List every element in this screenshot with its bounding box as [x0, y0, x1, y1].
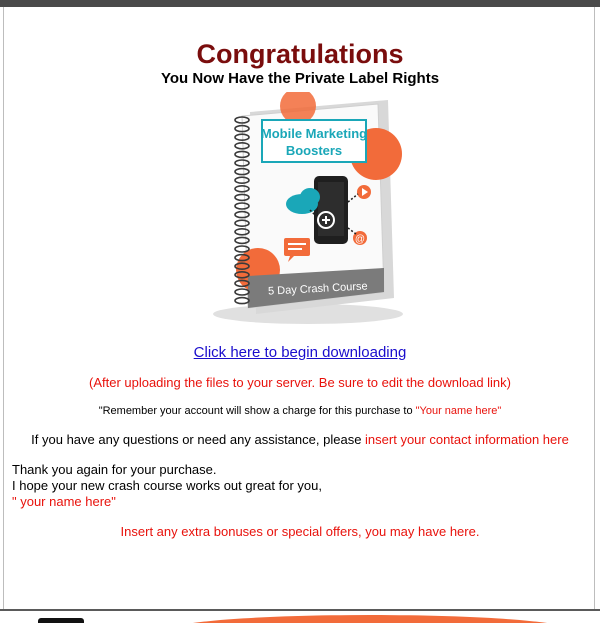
svg-text:@: @ — [354, 234, 366, 245]
chat-bubble-icon — [284, 238, 310, 256]
cover-title-line2: Boosters — [285, 143, 343, 158]
footer-image-strip — [0, 611, 600, 623]
support-message-text: If you have any questions or need any assistance, please — [31, 432, 366, 447]
bonus-placeholder: Insert any extra bonuses or special offers, you may have here. — [120, 524, 480, 539]
thank-you-block — [12, 462, 572, 510]
charge-reminder-text: "Remember your account will show a charge for this purchase to — [98, 405, 416, 417]
charge-reminder-name: "Your name here" — [415, 405, 502, 417]
download-link[interactable]: Click here to begin downloading — [193, 344, 407, 361]
cover-title-line1: Mobile Marketing — [260, 126, 368, 141]
charge-reminder — [0, 405, 600, 417]
page-subtitle: You Now Have the Private Label Rights — [160, 70, 440, 87]
spiral-book-illustration — [198, 92, 408, 327]
spiral-ring — [235, 298, 249, 304]
support-message — [0, 432, 600, 447]
hope-line: I hope your new crash course works out great for you, — [12, 478, 322, 493]
product-cover-image — [198, 92, 408, 327]
top-header-bar — [0, 0, 600, 7]
footer-orange-shape — [170, 615, 570, 623]
spiral-ring — [235, 289, 249, 295]
footer-dark-shape — [38, 618, 84, 623]
thank-you-line: Thank you again for your purchase. — [12, 462, 217, 477]
page-title: Congratulations — [196, 39, 404, 69]
download-note: (After uploading the files to your server. Be sure to edit the download link) — [88, 375, 511, 390]
cover-band-text: 5 Day Crash Course — [267, 280, 368, 298]
support-contact-placeholder: insert your contact information here — [365, 432, 569, 447]
signature-placeholder: " your name here" — [12, 494, 116, 509]
